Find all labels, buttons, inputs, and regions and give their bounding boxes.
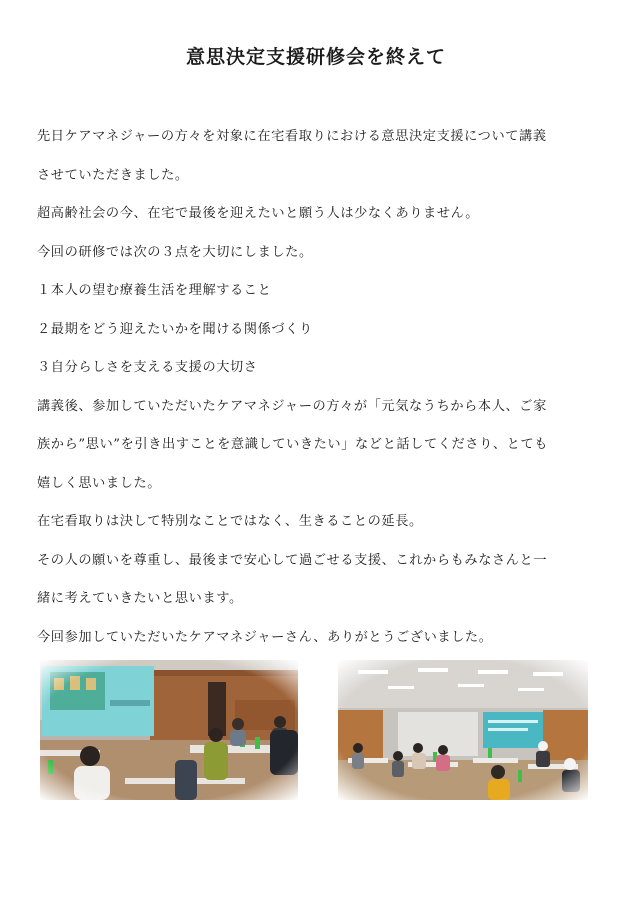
seminar-photo-1 xyxy=(40,660,298,800)
list-item: ２最期をどう迎えたいかを聞ける関係づくり xyxy=(37,321,313,337)
paragraph-line: 嬉しく思いました。 xyxy=(37,475,162,491)
paragraph-line: 在宅看取りは決して特別なことではなく、生きることの延長。 xyxy=(37,514,423,529)
paragraph-line: 今回の研修では次の３点を大切にしました。 xyxy=(37,244,313,260)
article-body xyxy=(37,118,597,657)
paragraph-line: 緒に考えていきたいと思います。 xyxy=(37,591,243,606)
list-item: ３自分らしさを支える支援の大切さ xyxy=(37,360,258,375)
paragraph-line: 講義後、参加していただいたケアマネジャーの方々が「元気なうちから本人、ご家 xyxy=(37,398,547,414)
paragraph-line: 超高齢社会の今、在宅で最後を迎えたいと願う人は少なくありません。 xyxy=(37,206,479,221)
paragraph-line: 先日ケアマネジャーの方々を対象に在宅看取りにおける意思決定支援について講義 xyxy=(37,129,547,144)
paragraph-line: させていただきました。 xyxy=(37,167,189,183)
paragraph-line: その人の願いを尊重し、最後まで安心して過ごせる支援、これからもみなさんと一 xyxy=(37,552,548,568)
paragraph-line: 今回参加していただいたケアマネジャーさん、ありがとうございました。 xyxy=(37,629,493,645)
page-title: 意思決定支援研修会を終えて xyxy=(185,46,446,68)
list-item: １本人の望む療養生活を理解すること xyxy=(37,283,272,298)
seminar-photo-2 xyxy=(338,660,588,800)
paragraph-line: 族から”思い”を引き出すことを意識していきたい」などと話してくださり、とても xyxy=(37,437,549,452)
